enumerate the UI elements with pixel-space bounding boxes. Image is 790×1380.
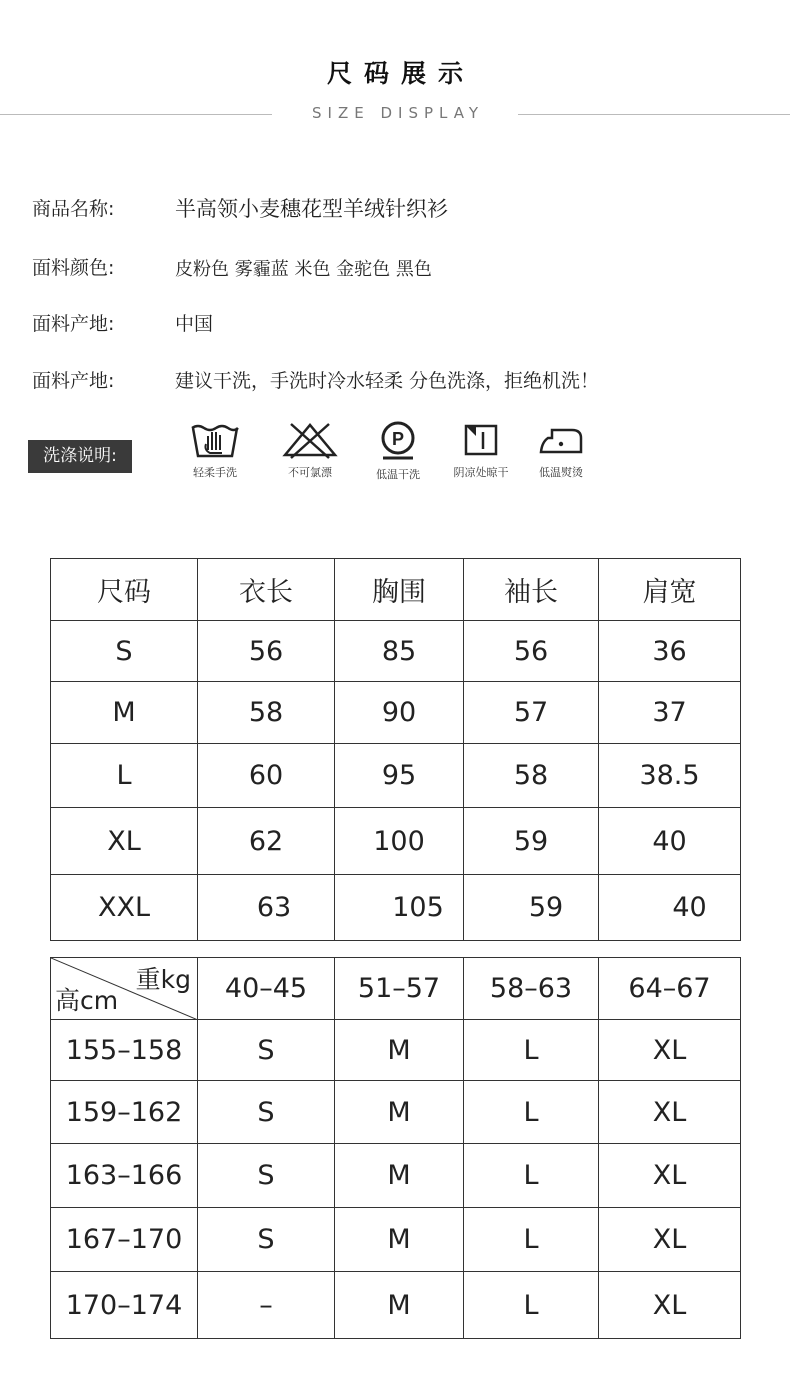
info-value: 建议干洗，手洗时冷水轻柔 分色洗涤，拒绝机洗！ [175,370,600,392]
table-cell: 57 [464,682,599,744]
table-row [51,1144,741,1208]
table-cell: L [464,1144,599,1208]
column-header: 袖长 [464,559,599,621]
page-subtitle: SIZE DISPLAY [312,104,484,122]
dry-clean-icon [376,420,420,462]
no-bleach-icon [281,420,339,460]
table-cell: XL [599,1208,741,1272]
iron-low-icon [536,420,586,460]
table-cell: 56 [464,621,599,682]
table-cell: 63 [198,875,335,941]
table-cell: S [198,1144,335,1208]
table-cell: S [198,1208,335,1272]
table-cell: 85 [335,621,464,682]
column-header: 64–67 [599,958,741,1020]
column-header: 肩宽 [599,559,741,621]
care-caption: 阴凉处晾干 [453,466,509,479]
table-cell: S [198,1020,335,1081]
info-value: 皮粉色 雾霾蓝 米色 金驼色 黑色 [175,259,432,280]
divider-right [518,114,790,115]
column-header: 40–45 [198,958,335,1020]
svg-text:P: P [391,429,405,449]
table-cell: 62 [198,808,335,875]
table-row [51,1208,741,1272]
table-header-row [51,958,741,1020]
weight-axis-label: 重kg [135,965,191,994]
info-label: 面料产地: [32,370,115,392]
table-cell: XL [599,1272,741,1339]
care-shade-dry [441,420,521,480]
care-hand-wash [175,420,255,480]
table-cell: 159–162 [51,1081,198,1144]
wash-instructions-badge: 洗涤说明: [28,440,132,473]
table-cell: XL [599,1081,741,1144]
table-row [51,875,741,941]
care-caption: 低温熨烫 [539,466,583,479]
table-cell: M [335,1144,464,1208]
table-cell: 58 [198,682,335,744]
table-cell: L [464,1081,599,1144]
table-cell: 95 [335,744,464,808]
table-cell: L [464,1020,599,1081]
table-row [51,1081,741,1144]
corner-header-cell [51,958,198,1020]
table-cell: 167–170 [51,1208,198,1272]
table-cell: L [464,1272,599,1339]
table-cell: S [51,621,198,682]
care-caption: 不可氯漂 [288,466,332,479]
care-no-bleach [270,420,350,480]
table-cell: M [51,682,198,744]
table-header-row [51,559,741,621]
table-cell: 36 [599,621,741,682]
table-cell: XL [599,1020,741,1081]
care-caption: 轻柔手洗 [193,466,237,479]
table-cell: 170–174 [51,1272,198,1339]
table-cell: S [198,1081,335,1144]
column-header: 胸围 [335,559,464,621]
table-cell: 100 [335,808,464,875]
size-table [50,558,741,941]
info-value: 中国 [175,313,214,335]
table-cell: M [335,1081,464,1144]
table-row [51,808,741,875]
column-header: 尺码 [51,559,198,621]
table-cell: 105 [335,875,464,941]
table-cell: L [51,744,198,808]
care-iron-low [521,420,601,480]
table-row [51,621,741,682]
table-cell: 59 [464,808,599,875]
fit-table [50,957,741,1339]
table-row [51,682,741,744]
info-label: 面料产地: [32,313,115,335]
table-cell: 90 [335,682,464,744]
column-header: 衣长 [198,559,335,621]
info-value: 半高领小麦穗花型羊绒针织衫 [175,197,448,221]
table-cell: 56 [198,621,335,682]
height-axis-label: 高cm [55,986,119,1015]
table-cell: M [335,1208,464,1272]
table-cell: 40 [599,875,741,941]
table-cell: 58 [464,744,599,808]
column-header: 51–57 [335,958,464,1020]
table-cell: M [335,1272,464,1339]
table-cell: XL [599,1144,741,1208]
table-cell: L [464,1208,599,1272]
care-caption: 低温干洗 [376,468,420,481]
table-cell: 38.5 [599,744,741,808]
table-cell: 60 [198,744,335,808]
hand-wash-icon [188,420,242,460]
table-cell: 40 [599,808,741,875]
table-cell: 163–166 [51,1144,198,1208]
table-cell: M [335,1020,464,1081]
table-row [51,744,741,808]
care-dry-clean [358,420,438,482]
shade-dry-icon [461,420,501,460]
table-cell: – [198,1272,335,1339]
column-header: 58–63 [464,958,599,1020]
table-cell: XXL [51,875,198,941]
info-label: 面料颜色: [32,257,115,279]
table-cell: 155–158 [51,1020,198,1081]
table-row [51,1272,741,1339]
table-cell: 37 [599,682,741,744]
table-cell: XL [51,808,198,875]
info-label: 商品名称: [32,198,115,220]
page-title: 尺码展示 [326,59,475,88]
table-row [51,1020,741,1081]
table-cell: 59 [464,875,599,941]
